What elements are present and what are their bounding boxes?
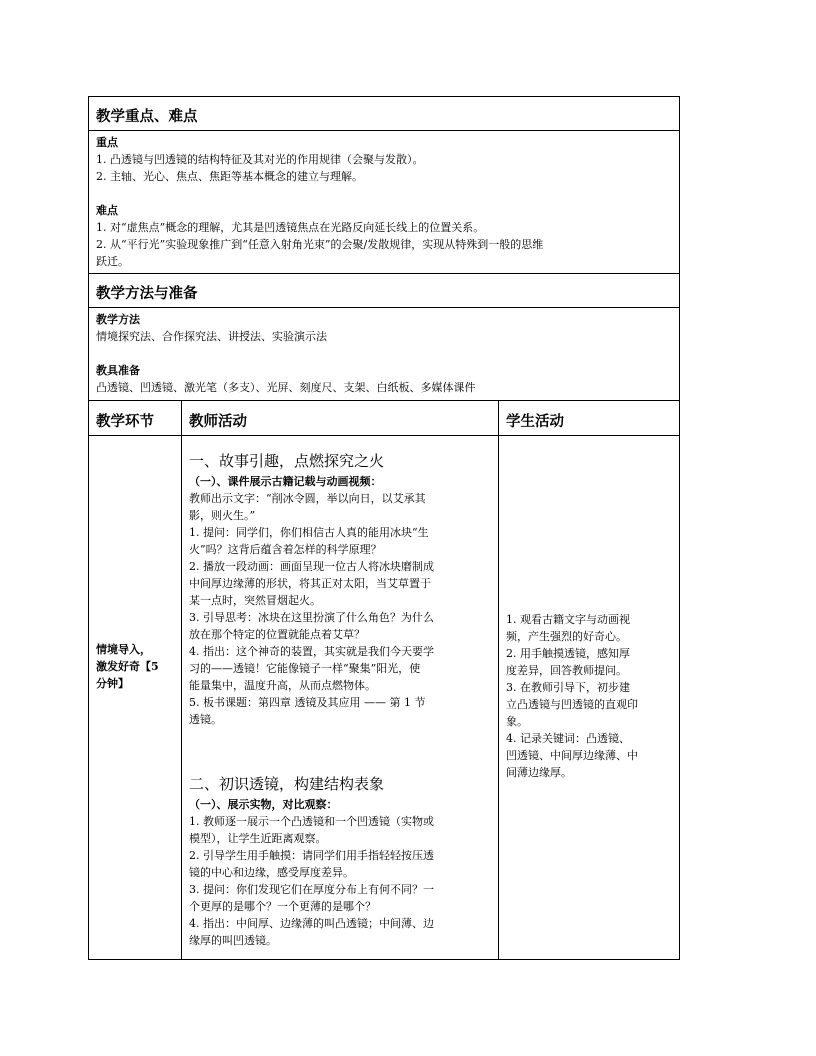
difficulty-2-cont: 跃迁。 bbox=[96, 255, 129, 268]
stage-line: 分钟】 bbox=[96, 677, 129, 690]
key-points-label: 重点 bbox=[96, 136, 118, 149]
section-2-subtitle: （一）、展示实物，对比观察： bbox=[189, 798, 338, 811]
student-line: 2. 用手触摸透镜，感知厚 bbox=[506, 647, 630, 660]
teacher-line: 5. 板书课题：第四章 透镜及其应用 —— 第 1 节 bbox=[189, 696, 426, 709]
difficulty-2: 2. 从“平行光”实验现象推广到“任意入射角光束”的会聚/发散规律，实现从特殊到一般的思维 bbox=[96, 238, 544, 251]
student-line: 象。 bbox=[506, 715, 528, 728]
stage-line: 激发好奇【5 bbox=[96, 660, 159, 673]
lesson-plan-document bbox=[88, 96, 680, 960]
activity-table-row bbox=[89, 436, 679, 959]
key-point-1: 1. 凸透镜与凹透镜的结构特征及其对光的作用规律（会聚与发散）。 bbox=[96, 153, 424, 166]
section-2-title: 二、初识透镜，构建结构表象 bbox=[189, 775, 385, 793]
teacher-line: 4. 指出：这个神奇的装置，其实就是我们今天要学 bbox=[189, 645, 434, 658]
activity-table-header bbox=[89, 401, 679, 436]
teacher-line: 3. 引导思考：冰块在这里扮演了什么角色？为什么 bbox=[189, 611, 434, 624]
focus-section bbox=[89, 97, 679, 274]
tools-text: 凸透镜、凹透镜、激光笔（多支）、光屏、刻度尺、支架、白纸板、多媒体课件 bbox=[96, 381, 476, 394]
teacher-line: 教师出示文字：“削冰令圆，举以向日，以艾承其 bbox=[189, 492, 426, 505]
teacher-line: 1. 教师逐一展示一个凸透镜和一个凹透镜（实物或 bbox=[189, 815, 434, 828]
column-student: 学生活动 bbox=[506, 413, 564, 430]
stage-line: 情境导入， bbox=[96, 643, 151, 656]
section-1-subtitle: （一）、课件展示古籍记载与动画视频： bbox=[189, 475, 382, 488]
student-line: 1. 观看古籍文字与动画视 bbox=[506, 613, 630, 626]
student-line: 间薄边缘厚。 bbox=[506, 766, 572, 779]
teacher-line: 习的——透镜！它能像镜子一样“聚集”阳光，使 bbox=[189, 662, 421, 675]
teacher-line: 镜的中心和边缘，感受厚度差异。 bbox=[189, 866, 354, 879]
column-stage: 教学环节 bbox=[96, 413, 154, 430]
student-line: 频，产生强烈的好奇心。 bbox=[506, 630, 627, 643]
teacher-line: 能量集中，温度升高，从而点燃物体。 bbox=[189, 679, 376, 692]
focus-heading: 教学重点、难点 bbox=[89, 97, 679, 131]
teacher-line: 3. 提问：你们发现它们在厚度分布上有何不同？一 bbox=[189, 883, 434, 896]
teacher-line: 透镜。 bbox=[189, 713, 222, 726]
teacher-line: 2. 引导学生用手触摸：请同学们用手指轻轻按压透 bbox=[189, 849, 434, 862]
method-heading: 教学方法与准备 bbox=[89, 274, 679, 308]
teacher-line: 模型），让学生近距离观察。 bbox=[189, 832, 327, 845]
student-line: 4. 记录关键词：凸透镜、 bbox=[506, 732, 630, 745]
teacher-line: 中间厚边缘薄的形状，将其正对太阳，当艾草置于 bbox=[189, 577, 431, 590]
student-line: 凹透镜、中间厚边缘薄、中 bbox=[506, 749, 638, 762]
methods-text: 情境探究法、合作探究法、讲授法、实验演示法 bbox=[96, 330, 327, 343]
methods-label: 教学方法 bbox=[96, 313, 140, 326]
teacher-line: 个更厚的是哪个？一个更薄的是哪个？ bbox=[189, 900, 376, 913]
student-line: 3. 在教师引导下，初步建 bbox=[506, 681, 630, 694]
student-line: 立凸透镜与凹透镜的直观印 bbox=[506, 698, 638, 711]
teacher-activity-cell bbox=[182, 436, 498, 949]
difficulty-1: 1. 对“虚焦点”概念的理解，尤其是凹透镜焦点在光路反向延长线上的位置关系。 bbox=[96, 221, 485, 234]
teacher-line: 2. 播放一段动画：画面呈现一位古人将冰块磨制成 bbox=[189, 560, 434, 573]
method-section bbox=[89, 274, 679, 401]
student-line: 度差异，回答教师提问。 bbox=[506, 664, 627, 677]
student-activity-cell bbox=[506, 611, 666, 781]
stage-cell bbox=[96, 641, 176, 692]
difficulty-label: 难点 bbox=[96, 204, 118, 217]
teacher-line: 影，则火生。” bbox=[189, 509, 256, 522]
tools-label: 教具准备 bbox=[96, 364, 140, 377]
teacher-line: 1. 提问：同学们，你们相信古人真的能用冰块“生 bbox=[189, 526, 429, 539]
teacher-line: 放在那个特定的位置就能点着艾草？ bbox=[189, 628, 365, 641]
teacher-line: 某一点时，突然冒烟起火。 bbox=[189, 594, 321, 607]
key-point-2: 2. 主轴、光心、焦点、焦距等基本概念的建立与理解。 bbox=[96, 170, 363, 183]
teacher-line: 缘厚的叫凹透镜。 bbox=[189, 934, 277, 947]
teacher-line: 火”吗？这背后蕴含着怎样的科学原理？ bbox=[189, 543, 382, 556]
teacher-line: 4. 指出：中间厚、边缘薄的叫凸透镜；中间薄、边 bbox=[189, 917, 434, 930]
column-teacher: 教师活动 bbox=[189, 413, 247, 430]
section-1-title: 一、故事引趣，点燃探究之火 bbox=[189, 452, 385, 470]
